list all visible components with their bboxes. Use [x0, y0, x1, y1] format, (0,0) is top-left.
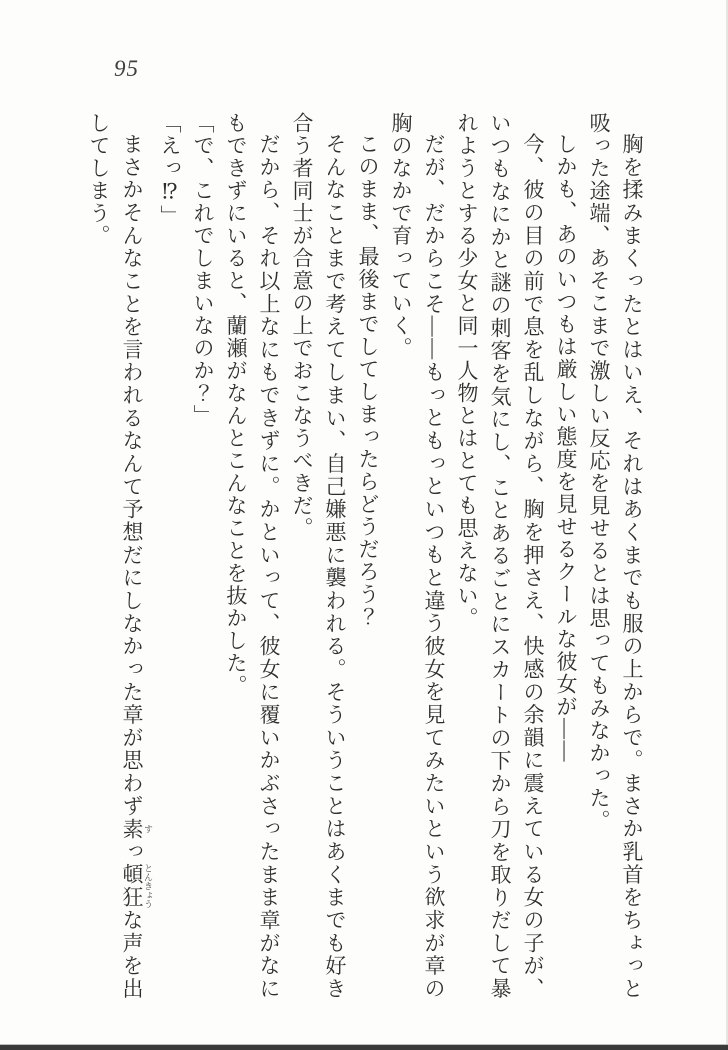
scan-bottom-edge: [0, 1044, 728, 1050]
paragraph: 「えっ⁉」: [158, 112, 182, 228]
page-number: 95: [114, 56, 139, 81]
paragraph: だから、それ以上なにもできずに。かといって、彼女に覆いかぶさったまま章がなにもできずにいると、蘭瀬がなんとこんなことを抜かした。: [224, 112, 281, 1001]
paragraph: しかも、あのいつもは厳しい態度を見せるクールな彼女が――: [554, 133, 578, 763]
text-body: [82, 112, 648, 1000]
paragraph: 胸を揉みまくったとはいえ、それはあくまでも服の上からで。まさか乳首をちょっと吸った途端、あそこまで激しい反応を見せるとは思ってもみなかった。: [587, 112, 644, 1000]
paragraph: まさかそんなことを言われるなんて予想だにしなかった章が思わず素 すっ頓狂 とんきょうな声を出してしまう。: [87, 112, 153, 1001]
paragraph: 「で、これでしまいなのか？」: [191, 112, 215, 427]
ruby-annotated-word: 素 す: [120, 817, 153, 841]
ruby-annotated-word: 頓狂 とんきょう: [120, 863, 153, 910]
paragraph: このまま、最後までしてしまったらどうだろう？: [356, 133, 380, 628]
paragraph: だが、だからこそ――もっともっといつもと違う彼女を見てみたいという欲求が章の胸のなかで育っていく。: [389, 112, 446, 1000]
paragraph: そんなことまで考えてしまい、自己嫌悪に襲われる。そういうことはあくまでも好き合う者同士が合意の上でおこなうべきだ。: [290, 112, 347, 1000]
paragraph: 今、彼の目の前で息を乱しながら、胸を押さえ、快感の余韻に震えている女の子が、いつもなにかと謎の刺客を気にし、ことあるごとにスカートの下から刀を取りだして暴れようとする少女と同一人物とはとても思えない。: [455, 112, 545, 1001]
